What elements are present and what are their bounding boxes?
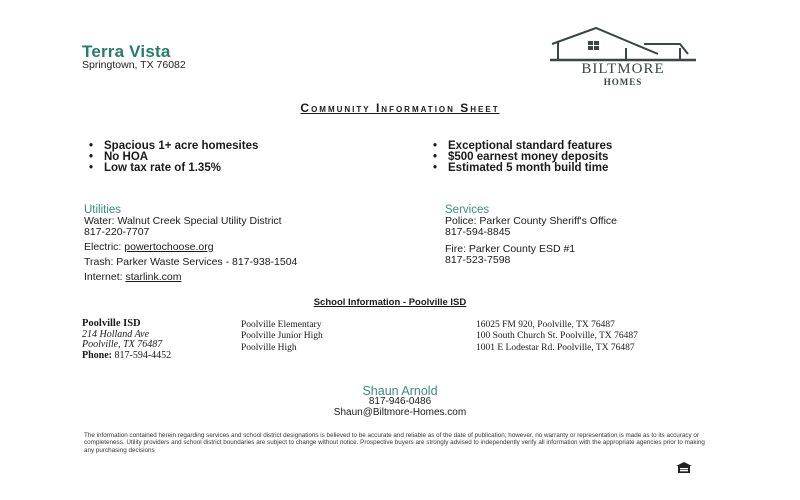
contact-phone: 817-946-0486 [368, 396, 432, 407]
house-icon [548, 26, 698, 62]
services-heading: Services [445, 204, 490, 216]
sheet-title: Community Information Sheet [300, 101, 500, 115]
fire-provider: Fire: Parker County ESD #1 [445, 243, 576, 255]
feature-item: • $500 earnest money deposits [428, 152, 612, 163]
contact-name: Shaun Arnold [362, 384, 438, 398]
utilities-heading: Utilities [84, 204, 122, 216]
features-right [428, 141, 612, 174]
district-phone: 817-594-4452 [114, 349, 172, 361]
internet-label: Internet: [84, 271, 126, 283]
disclaimer: The information contained herein regarding services and school district designations is believed to be accurate and reliable as of the date of publication; however, no warranty or representation is made as to its accuracy or completeness. Utility providers and school district boundaries are subject to change without notice. Prospective buyers are strongly advised to independently verify all information with the appropriate agencies prior to making any purchasing decisions [84, 432, 705, 454]
school-address: 100 South Church St. Poolville, TX 76487 [476, 331, 638, 342]
fire-phone: 817-523-7598 [445, 254, 511, 266]
school-address: 16025 FM 920, Poolville, TX 76487 [476, 320, 615, 330]
district-address-2: Poolville, TX 76487 [82, 339, 163, 350]
district-phone-label: Phone: [82, 349, 112, 361]
feature-item: • No HOA [84, 152, 258, 163]
utilities-section [84, 204, 297, 283]
features-left [84, 141, 258, 174]
logo-brand: BILTMORE [581, 61, 665, 77]
district-phone-line [82, 351, 171, 362]
logo-tagline: HOMES [603, 77, 643, 87]
biltmore-logo [548, 26, 698, 88]
water-phone: 817-220-7707 [84, 226, 150, 238]
school-names [241, 320, 323, 354]
school-name: Poolville Elementary [241, 320, 322, 330]
electric-label: Electric: [84, 241, 125, 253]
district-name: Poolville ISD [82, 318, 141, 329]
police-provider: Police: Parker County Sheriff's Office [445, 215, 618, 227]
contact-block [290, 385, 510, 418]
community-location: Springtown, TX 76082 [82, 59, 186, 71]
services-section [445, 204, 617, 266]
electric-line [84, 242, 297, 253]
school-info-heading: School Information - Poolville ISD [313, 297, 467, 308]
internet-link[interactable]: starlink.com [125, 271, 182, 283]
district-address-1: 214 Holland Ave [82, 328, 150, 340]
internet-line [84, 272, 297, 283]
water-provider: Water: Walnut Creek Special Utility District [84, 215, 282, 227]
feature-item: • Estimated 5 month build time [428, 163, 612, 174]
contact-email: Shaun@Biltmore-Homes.com [333, 406, 467, 418]
school-name: Poolville High [241, 342, 297, 353]
community-title: Terra Vista [82, 42, 171, 61]
district-info [82, 319, 171, 361]
school-name: Poolville Junior High [241, 331, 323, 342]
trash-provider: Trash: Parker Waste Services - 817-938-1504 [84, 256, 298, 268]
school-address: 1001 E Lodestar Rd. Poolville, TX 76487 [476, 342, 635, 353]
police-phone: 817-594-8845 [445, 226, 511, 238]
school-addresses [476, 320, 638, 354]
equal-housing-icon [676, 461, 692, 473]
feature-item: • Spacious 1+ acre homesites [84, 141, 258, 152]
electric-link[interactable]: powertochoose.org [124, 241, 214, 253]
feature-item: • Exceptional standard features [428, 141, 612, 152]
feature-item: • Low tax rate of 1.35% [84, 163, 258, 174]
